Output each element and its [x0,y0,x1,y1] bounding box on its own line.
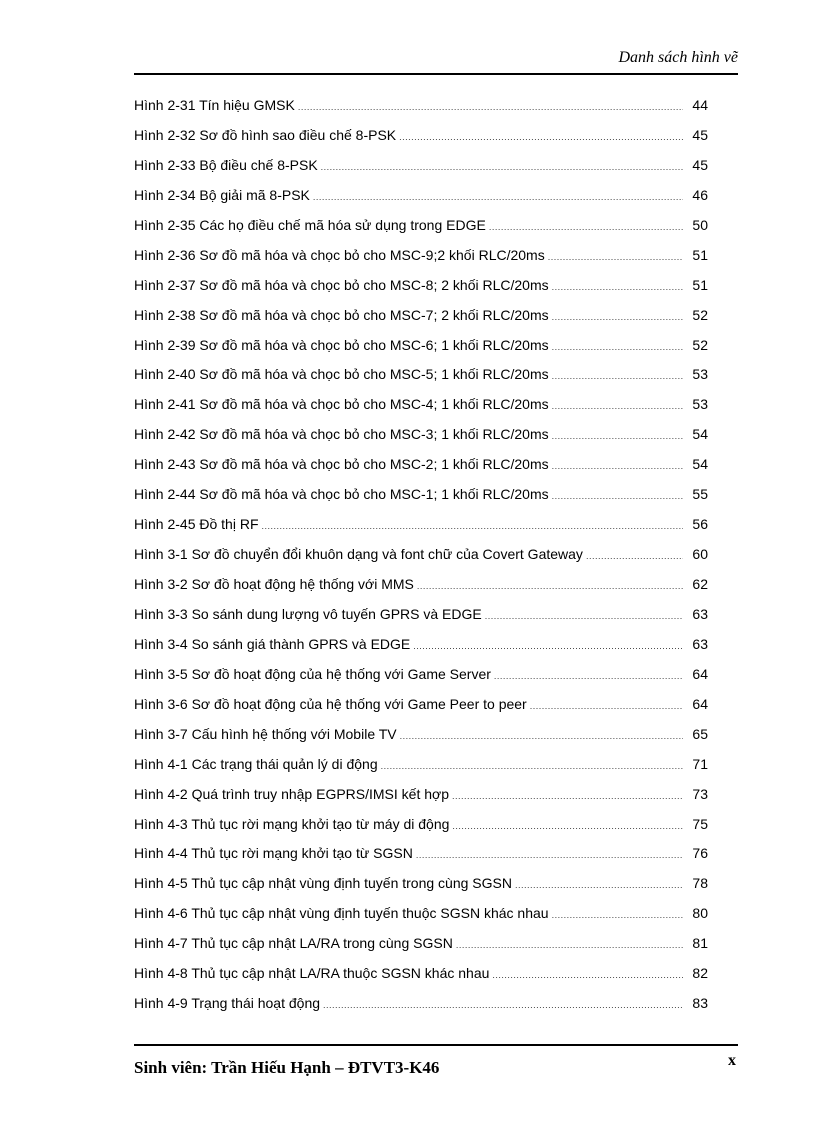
toc-entry-label: Hình 2-33 Bộ điều chế 8-PSK [134,156,318,173]
toc-entry-page: 54 [692,456,708,473]
dot-leader [552,362,683,392]
toc-entry-page: 65 [692,725,708,742]
toc-entry-page: 82 [692,965,708,982]
toc-entry [134,989,708,1019]
toc-entry [134,570,708,600]
toc-entry-label: Hình 4-1 Các trạng thái quản lý di động [134,755,378,772]
dot-leader [298,93,683,123]
toc-entry-page: 56 [692,516,708,533]
toc-entry-label: Hình 3-2 Sơ đồ hoạt động hệ thống với MMS [134,576,414,592]
dot-leader [400,722,683,752]
toc-entry-page: 81 [692,935,708,952]
dot-leader [515,871,683,901]
dot-leader [456,931,683,961]
toc-entry-page: 76 [692,845,708,862]
toc-entry [134,630,708,660]
toc-entry-page: 80 [692,905,708,922]
toc-entry-label: Hình 4-9 Trạng thái hoạt động [134,995,321,1012]
dot-leader [417,572,683,602]
dot-leader [548,243,683,273]
toc-entry [134,271,708,301]
toc-entry-page: 53 [692,396,708,413]
toc-entry-label: Hình 2-44 Sơ đồ mã hóa và chọc bỏ cho MSC-1; 1 khối RLC/20ms [134,486,549,503]
toc-entry-label: Hình 2-36 Sơ đồ mã hóa và chọc bỏ cho MSC-9;2 khối RLC/20ms [134,246,545,263]
toc-entry-label: Hình 4-2 Quá trình truy nhập EGPRS/IMSI kết hợp [134,785,449,802]
toc-entry-label: Hình 2-39 Sơ đồ mã hóa và chọc bỏ cho MSC-6; 1 khối RLC/20ms [134,336,549,353]
toc-entry-page: 52 [692,306,708,323]
dot-leader [586,542,683,572]
toc-entry [134,480,708,510]
toc-entry [134,869,708,899]
toc-entry [134,810,708,840]
dot-leader [399,123,683,153]
toc-entry-label: Hình 4-6 Thủ tục cập nhật vùng định tuyến thuộc SGSN khác nhau [134,905,549,922]
toc-entry [134,600,708,630]
toc-entry-label: Hình 2-35 Các họ điều chế mã hóa sử dụng trong EDGE [134,216,486,233]
dot-leader [552,901,683,931]
toc-entry-label: Hình 4-5 Thủ tục cập nhật vùng định tuyến trong cùng SGSN [134,875,512,892]
footer-divider [134,1044,738,1046]
toc-entry [134,929,708,959]
toc-entry-label: Hình 2-43 Sơ đồ mã hóa và chọc bỏ cho MSC-2; 1 khối RLC/20ms [134,456,549,473]
toc-entry-label: Hình 3-1 Sơ đồ chuyển đổi khuôn dạng và font chữ của Covert Gateway [134,546,583,563]
toc-entry [134,510,708,540]
dot-leader [552,422,683,452]
toc-entry [134,780,708,810]
toc-entry [134,420,708,450]
toc-entry [134,750,708,780]
toc-entry-label: Hình 3-3 So sánh dung lượng vô tuyến GPRS và EDGE [134,605,482,622]
toc-entry [134,211,708,241]
toc-entry-page: 73 [692,785,708,802]
toc-entry [134,360,708,390]
toc-entry-label: Hình 4-4 Thủ tục rời mạng khởi tạo từ SGSN [134,845,413,862]
dot-leader [494,662,683,692]
toc-entry-label: Hình 2-34 Bộ giải mã 8-PSK [134,186,310,203]
toc-entry-page: 83 [692,995,708,1012]
toc-entry [134,839,708,869]
dot-leader [485,602,683,632]
dot-leader [492,961,683,991]
toc-entry-label: Hình 3-7 Cấu hình hệ thống với Mobile TV [134,725,397,742]
toc-entry-page: 55 [692,486,708,503]
toc-entry [134,450,708,480]
toc-entry-label: Hình 4-3 Thủ tục rời mạng khởi tạo từ máy di động [134,815,450,832]
toc-entry-page: 45 [692,126,708,143]
footer-page-number: x [728,1052,736,1069]
toc-entry-label: Hình 4-7 Thủ tục cập nhật LA/RA trong cùng SGSN [134,935,453,952]
toc-entry [134,660,708,690]
toc-entry-label: Hình 2-41 Sơ đồ mã hóa và chọc bỏ cho MSC-4; 1 khối RLC/20ms [134,396,549,413]
toc-entry [134,390,708,420]
toc-entry-page: 60 [692,546,708,563]
dot-leader [489,213,683,243]
dot-leader [381,752,683,782]
toc-entry-page: 64 [692,665,708,682]
dot-leader [452,812,683,842]
toc-entry-label: Hình 2-40 Sơ đồ mã hóa và chọc bỏ cho MSC-5; 1 khối RLC/20ms [134,366,549,383]
toc-entry [134,121,708,151]
toc-entry [134,91,708,121]
toc-entry-page: 46 [692,186,708,203]
toc-entry-label: Hình 2-37 Sơ đồ mã hóa và chọc bỏ cho MSC-8; 2 khối RLC/20ms [134,276,549,293]
dot-leader [552,392,683,422]
toc-entry [134,540,708,570]
dot-leader [321,153,683,183]
toc-entry-page: 63 [692,605,708,622]
toc-entry-page: 63 [692,635,708,652]
toc-entry-label: Hình 2-38 Sơ đồ mã hóa và chọc bỏ cho MSC-7; 2 khối RLC/20ms [134,306,549,323]
toc-entry [134,301,708,331]
footer-author: Sinh viên: Trần Hiếu Hạnh – ĐTVT3-K46 [134,1058,440,1077]
toc-entry-page: 64 [692,695,708,712]
dot-leader [452,782,683,812]
toc-entry-label: Hình 2-32 Sơ đồ hình sao điều chế 8-PSK [134,126,397,143]
toc-entry [134,151,708,181]
toc-entry [134,720,708,750]
toc-entry-page: 51 [692,276,708,293]
toc-entry-label: Hình 4-8 Thủ tục cập nhật LA/RA thuộc SGSN khác nhau [134,965,490,982]
dot-leader [552,482,683,512]
dot-leader [530,692,683,722]
dot-leader [262,512,684,542]
figure-list [134,91,708,1019]
dot-leader [552,333,683,363]
toc-entry-label: Hình 3-5 Sơ đồ hoạt động của hệ thống với Game Server [134,665,491,682]
toc-entry [134,959,708,989]
toc-entry-page: 71 [692,755,708,772]
toc-entry-page: 51 [692,246,708,263]
toc-entry-page: 52 [692,336,708,353]
toc-entry [134,181,708,211]
toc-entry [134,690,708,720]
toc-entry [134,241,708,271]
toc-entry [134,331,708,361]
dot-leader [552,273,683,303]
toc-entry-label: Hình 2-42 Sơ đồ mã hóa và chọc bỏ cho MSC-3; 1 khối RLC/20ms [134,426,549,443]
toc-entry-label: Hình 2-45 Đồ thị RF [134,516,259,533]
toc-entry-page: 44 [692,97,708,113]
toc-entry-label: Hình 2-31 Tín hiệu GMSK [134,97,295,113]
dot-leader [413,632,683,662]
dot-leader [313,183,683,213]
toc-entry-page: 75 [692,815,708,832]
dot-leader [552,303,683,333]
toc-entry-page: 54 [692,426,708,443]
toc-entry-page: 45 [692,156,708,173]
toc-entry-page: 78 [692,875,708,892]
toc-entry-page: 53 [692,366,708,383]
toc-entry-label: Hình 3-6 Sơ đồ hoạt động của hệ thống với Game Peer to peer [134,695,527,712]
dot-leader [323,991,683,1021]
dot-leader [416,841,683,871]
toc-entry [134,899,708,929]
toc-entry-label: Hình 3-4 So sánh giá thành GPRS và EDGE [134,635,411,652]
page-header-title: Danh sách hình vẽ [618,49,738,66]
toc-entry-page: 50 [692,216,708,233]
header-divider [134,73,738,75]
toc-entry-page: 62 [692,576,708,592]
dot-leader [552,452,683,482]
